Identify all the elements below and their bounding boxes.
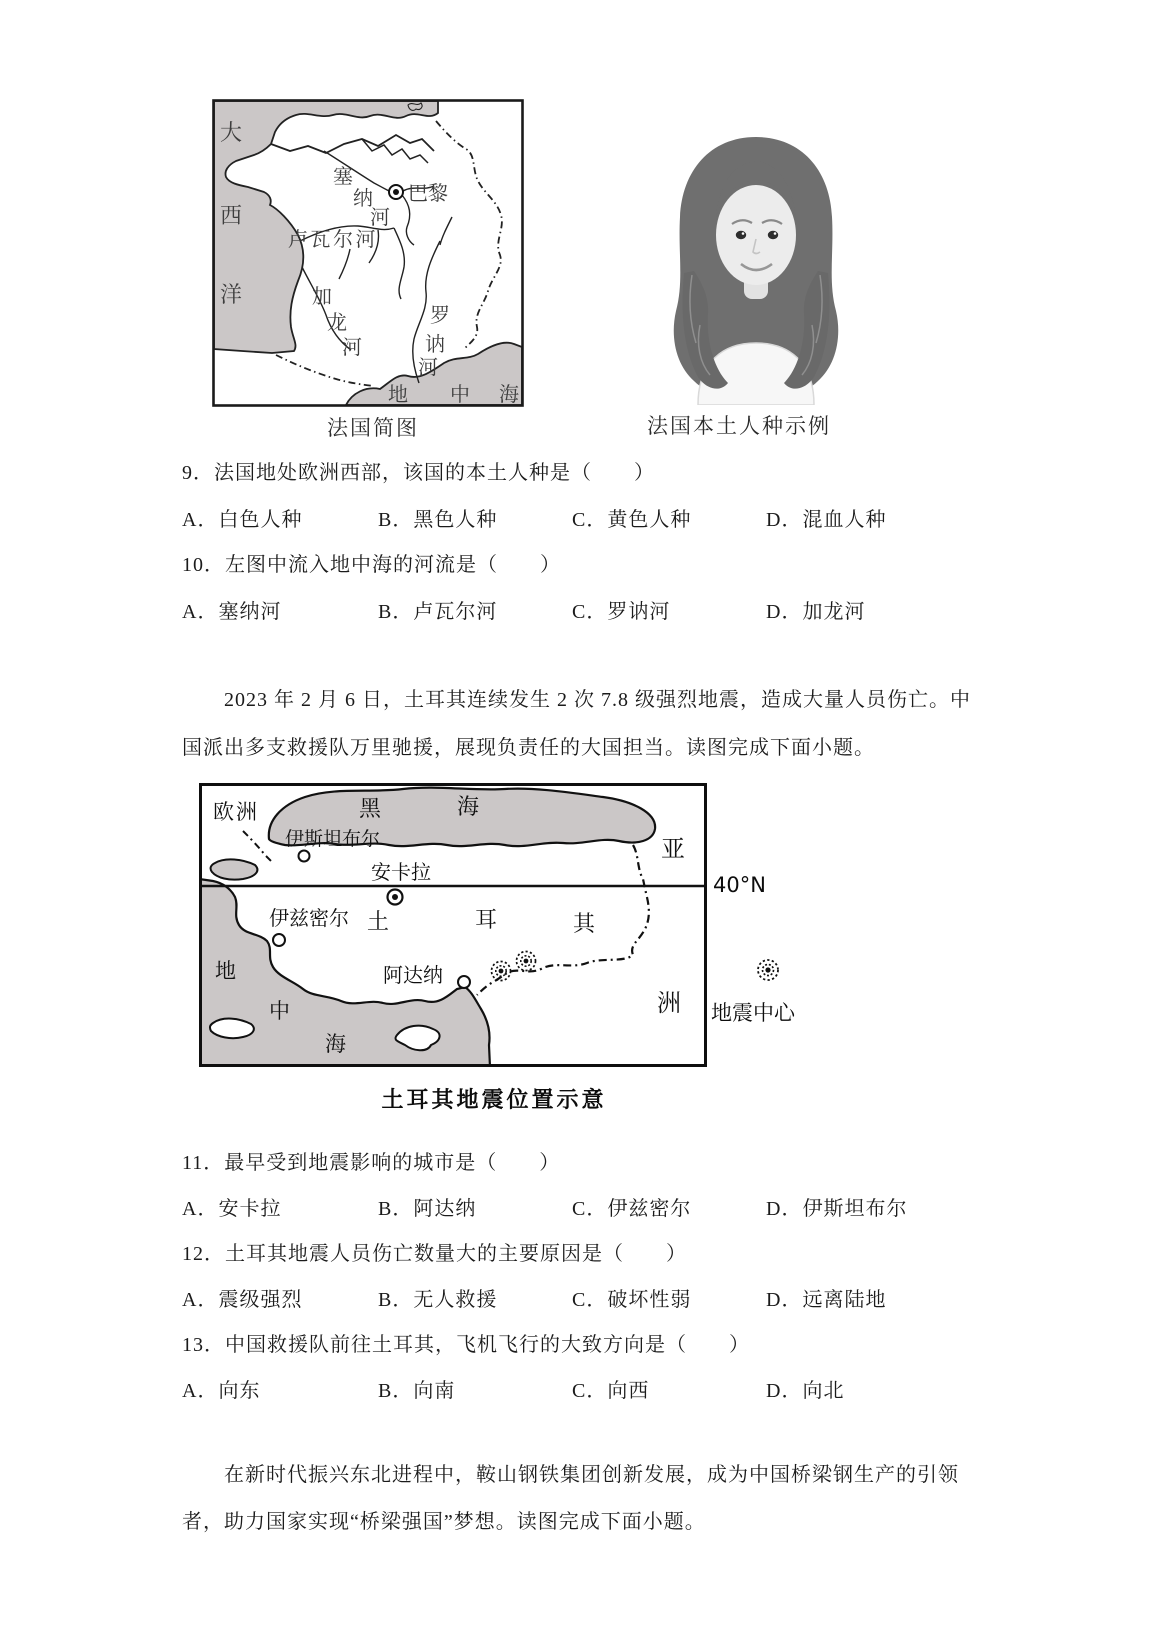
label-garonne-2: 龙 [327, 312, 347, 334]
label-atlantic-2: 西 [220, 203, 243, 228]
anshan-passage-line1: 在新时代振兴东北进程中，鞍山钢铁集团创新发展，成为中国桥梁钢生产的引领 [224, 1464, 959, 1486]
adana-city-marker-icon [458, 976, 470, 988]
label-rhone-2: 讷 [425, 334, 445, 356]
question-13-text: 13．中国救援队前往土耳其，飞机飞行的大致方向是（ ） [182, 1334, 750, 1356]
q12-option-a: A．震级强烈 [182, 1289, 303, 1311]
label-istanbul: 伊斯坦布尔 [285, 828, 381, 850]
q9-option-a: A．白色人种 [182, 509, 303, 531]
label-turkey-1: 土 [367, 910, 390, 935]
label-turkey-3: 其 [573, 912, 596, 937]
label-europe: 欧洲 [213, 800, 259, 824]
label-med-fr-3: 海 [499, 384, 519, 406]
label-blacksea-1: 黑 [359, 797, 382, 822]
q11-option-b: B．阿达纳 [378, 1198, 477, 1220]
label-garonne-3: 河 [342, 337, 362, 359]
label-med-tk-3: 海 [325, 1032, 346, 1056]
france-native-person-photo [640, 125, 872, 405]
q12-option-d: D．远离陆地 [766, 1289, 887, 1311]
eye-glint-right [774, 232, 777, 235]
q9-option-b: B．黑色人种 [378, 509, 498, 531]
q11-option-d: D．伊斯坦布尔 [766, 1198, 908, 1220]
label-loire: 卢瓦尔河 [288, 229, 378, 251]
turkey-map-caption: 土耳其地震位置示意 [381, 1088, 607, 1113]
q13-option-a: A．向东 [182, 1380, 261, 1402]
question-9-text: 9．法国地处欧洲西部，该国的本土人种是（ ） [182, 462, 655, 484]
q9-option-d: D．混血人种 [766, 509, 887, 531]
label-rhone-1: 罗 [430, 305, 450, 327]
label-adana: 阿达纳 [383, 963, 443, 987]
label-seine-3: 河 [370, 207, 390, 229]
q11-option-a: A．安卡拉 [182, 1198, 282, 1220]
france-map [212, 99, 524, 407]
label-paris: 巴黎 [408, 183, 448, 205]
label-seine-2: 纳 [353, 188, 373, 210]
q13-option-d: D．向北 [766, 1380, 845, 1402]
france-north-coast [271, 135, 434, 153]
label-ankara: 安卡拉 [371, 860, 431, 884]
question-10-text: 10．左图中流入地中海的河流是（ ） [182, 554, 561, 576]
eye-right [768, 231, 778, 239]
france-map-caption: 法国简图 [327, 416, 419, 440]
label-med-fr-2: 中 [450, 384, 470, 406]
marmara-sea-shape [211, 859, 258, 879]
anshan-passage-line2: 者，助力国家实现“桥梁强国”梦想。读图完成下面小题。 [182, 1511, 706, 1533]
q10-option-b: B．卢瓦尔河 [378, 601, 498, 623]
label-blacksea-2: 海 [457, 795, 480, 820]
q12-option-b: B．无人救援 [378, 1289, 498, 1311]
label-garonne-1: 加 [312, 286, 332, 308]
island-west [210, 1019, 254, 1039]
q10-option-d: D．加龙河 [766, 601, 866, 623]
q11-option-c: C．伊兹密尔 [572, 1198, 692, 1220]
latitude-40n-label: 40°N [713, 873, 766, 897]
ankara-capital-marker-icon [388, 890, 403, 905]
label-turkey-2: 耳 [475, 908, 498, 933]
legend-epicenter-icon [752, 954, 784, 986]
label-med-fr-1: 地 [388, 384, 408, 406]
q10-option-c: C．罗讷河 [572, 601, 671, 623]
paris-capital-marker-icon [389, 185, 403, 199]
epicenter-icon [517, 952, 536, 971]
turkey-map [199, 783, 707, 1067]
q12-option-c: C．破坏性弱 [572, 1289, 692, 1311]
label-rhone-3: 河 [418, 357, 438, 379]
label-atlantic-3: 洋 [220, 282, 243, 307]
label-seine-1: 塞 [333, 166, 353, 188]
label-asia-1: 亚 [661, 835, 685, 863]
photo-caption: 法国本土人种示例 [647, 414, 831, 438]
q9-option-c: C．黄色人种 [572, 509, 692, 531]
legend-epicenter-label: 地震中心 [711, 1001, 795, 1025]
istanbul-city-marker-icon [299, 851, 310, 862]
label-atlantic-1: 大 [220, 120, 243, 145]
france-sw-border [276, 355, 374, 386]
q10-option-a: A．塞纳河 [182, 601, 282, 623]
turkey-passage-line1: 2023 年 2 月 6 日，土耳其连续发生 2 次 7.8 级强烈地震，造成大量人员伤亡。中 [224, 689, 971, 711]
q13-option-c: C．向西 [572, 1380, 650, 1402]
eye-glint-left [742, 232, 745, 235]
turkey-passage-line2: 国派出多支救援队万里驰援，展现负责任的大国担当。读图完成下面小题。 [182, 737, 875, 759]
label-izmir: 伊兹密尔 [269, 906, 349, 930]
question-12-text: 12．土耳其地震人员伤亡数量大的主要原因是（ ） [182, 1243, 687, 1265]
label-med-tk-1: 地 [215, 959, 236, 983]
q13-option-b: B．向南 [378, 1380, 456, 1402]
label-med-tk-2: 中 [269, 999, 290, 1023]
label-asia-2: 洲 [657, 989, 681, 1017]
question-11-text: 11．最早受到地震影响的城市是（ ） [182, 1152, 561, 1174]
eye-left [736, 231, 746, 239]
izmir-city-marker-icon [273, 934, 285, 946]
